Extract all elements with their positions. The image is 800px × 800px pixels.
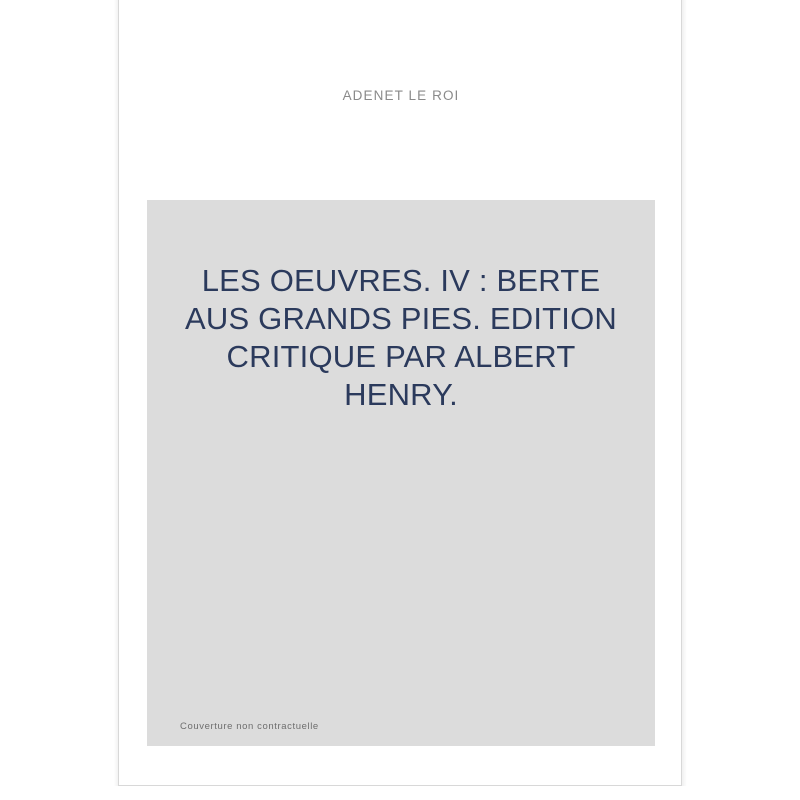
- cover-author: ADENET LE ROI: [342, 88, 460, 103]
- cover-title: LES OEUVRES. IV : BERTE AUS GRANDS PIES. EDITION CRITIQUE PAR ALBERT HENRY.: [185, 263, 617, 412]
- sheet-right-shadow: [682, 0, 687, 786]
- cover-disclaimer: Couverture non contractuelle: [180, 721, 319, 732]
- book-cover-sheet: [118, 0, 682, 786]
- cover-title-block: [147, 200, 655, 746]
